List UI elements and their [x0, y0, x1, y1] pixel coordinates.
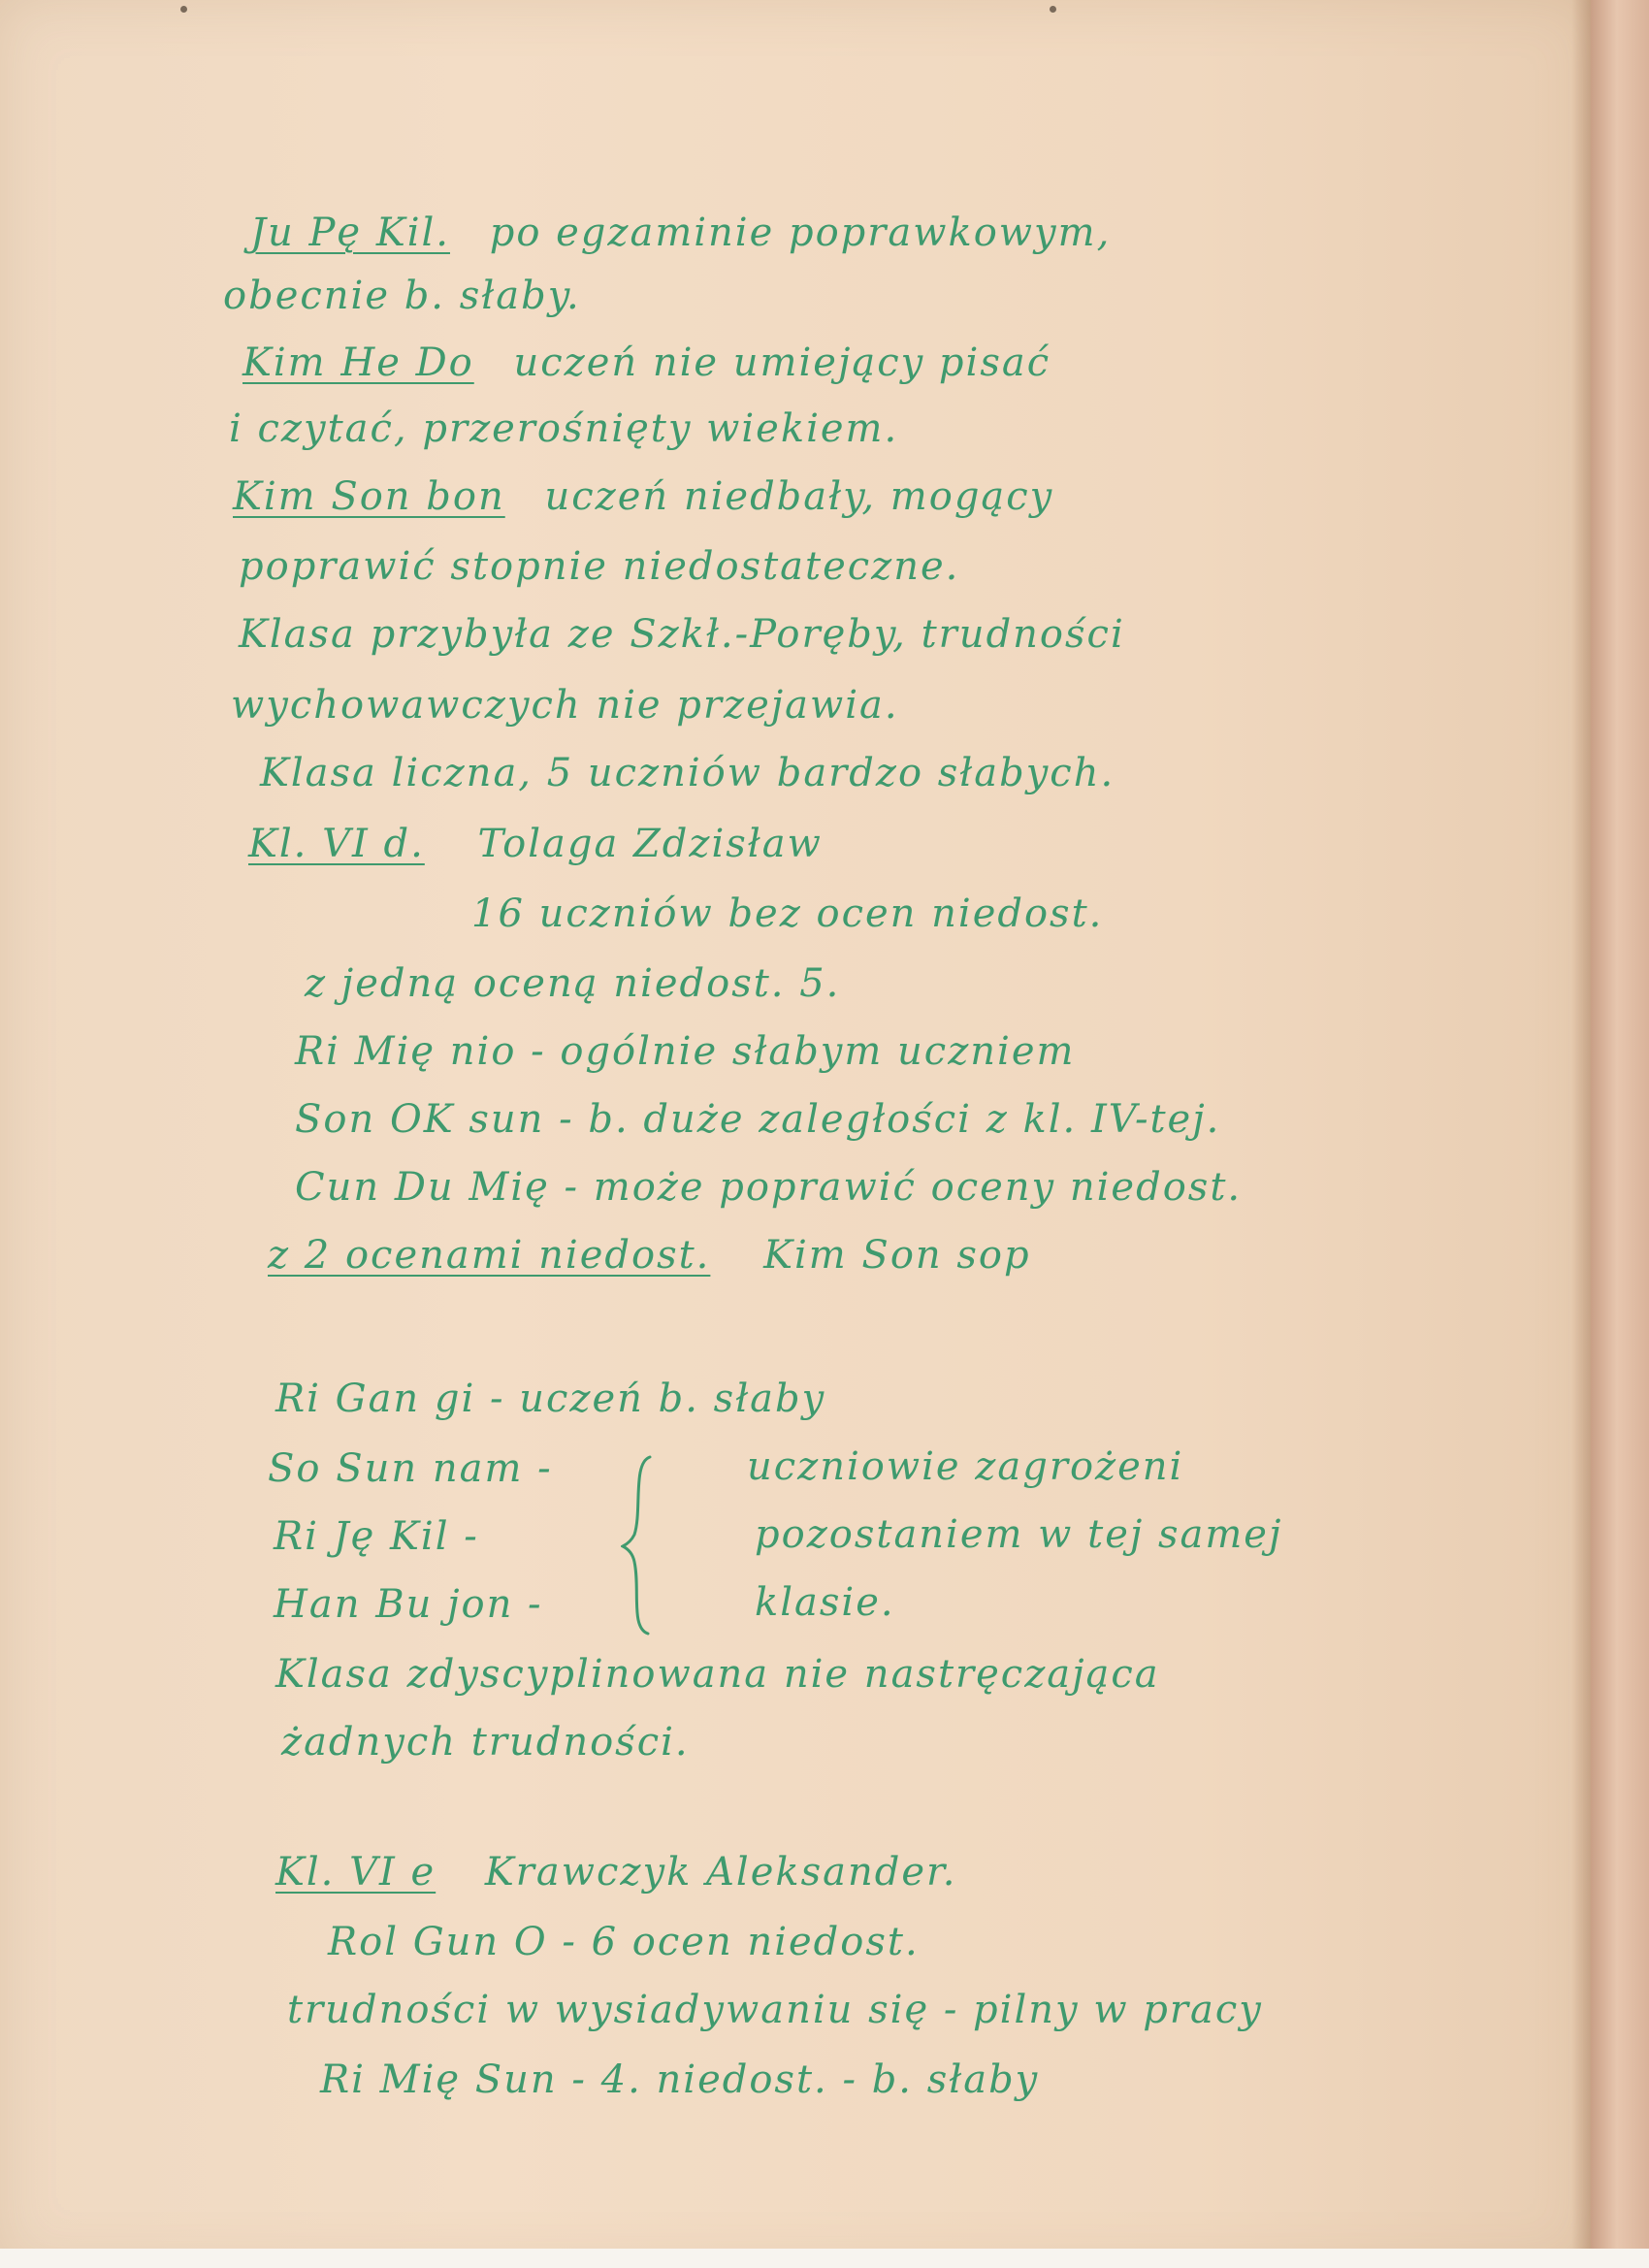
ink-dot: [1050, 6, 1056, 13]
brace-comment-2: [755, 1513, 1282, 1556]
note-text: po egzaminie poprawkowym,: [489, 211, 1112, 255]
student-name: So Sun nam -: [268, 1446, 553, 1491]
note-text: żadnych trudności.: [281, 1720, 690, 1765]
note-line-17: [275, 1377, 825, 1420]
note-text: Ri Gan gi - uczeń b. słaby: [275, 1377, 826, 1421]
note-line-9: [260, 752, 1115, 794]
brace-name-2: [274, 1515, 479, 1558]
brace-name-1: [268, 1447, 553, 1490]
note-line-22: [287, 1989, 1263, 2031]
note-text: Klasa przybyła ze Szkł.-Poręby, trudności: [239, 612, 1125, 657]
student-name: Ju Pę Kil.: [250, 211, 450, 255]
note-line-19: [281, 1721, 690, 1764]
note-line-6: [239, 545, 959, 588]
note-text: uczniowie zagrożeni: [747, 1444, 1184, 1489]
student-name: Kim Son bon: [233, 474, 505, 519]
note-line-5: [233, 475, 1053, 518]
class-header-vie: [275, 1851, 956, 1894]
brace-name-3: [274, 1583, 543, 1626]
brace-comment-1: [747, 1445, 1183, 1488]
note-text: uczeń nie umiejący pisać: [513, 340, 1051, 385]
note-line-18: [275, 1653, 1160, 1696]
note-text: poprawić stopnie niedostateczne.: [239, 544, 960, 589]
note-text: wychowawczych nie przejawia.: [231, 683, 899, 728]
note-line-21: [328, 1921, 920, 1963]
note-text: Klasa liczna, 5 uczniów bardzo słabych.: [260, 751, 1116, 795]
note-text: Ri Mię Sun - 4. niedost. - b. słaby: [320, 2057, 1040, 2102]
note-text: Klasa zdyscyplinowana nie nastręczająca: [275, 1652, 1160, 1697]
note-text: Cun Du Mię - może poprawić oceny niedost.: [295, 1165, 1243, 1210]
note-line-12: [305, 962, 840, 1005]
note-text: klasie.: [755, 1580, 895, 1625]
note-line-16: [268, 1234, 1031, 1277]
note-text: uczeń niedbały, mogący: [544, 474, 1054, 519]
note-text: z jedną oceną niedost. 5.: [305, 961, 841, 1006]
teacher-name: Krawczyk Aleksander.: [484, 1850, 957, 1895]
note-text: i czytać, przerośnięty wiekiem.: [229, 406, 899, 451]
ink-dot: [180, 6, 187, 13]
class-label: Kl. VI d.: [248, 822, 425, 866]
student-name: Han Bu jon -: [274, 1582, 543, 1627]
page-spine-shadow: [1571, 0, 1593, 2268]
note-line-1: [250, 211, 1111, 254]
note-line-14: [295, 1098, 1220, 1141]
note-line-11: [471, 892, 1103, 935]
note-line-2: [223, 275, 581, 317]
brace-comment-3: [755, 1581, 895, 1624]
note-text: obecnie b. słaby.: [223, 274, 581, 318]
note-line-4: [229, 407, 898, 450]
note-line-8: [231, 684, 899, 727]
teacher-name: Tolaga Zdzisław: [477, 822, 823, 866]
grade-label: z 2 ocenami niedost.: [268, 1233, 711, 1278]
student-name: Kim Son sop: [763, 1233, 1031, 1278]
note-text: trudności w wysiadywaniu się - pilny w pracy: [287, 1988, 1263, 2032]
note-line-15: [295, 1166, 1242, 1209]
note-line-23: [320, 2058, 1039, 2101]
note-text: Rol Gun O - 6 ocen niedost.: [328, 1920, 920, 1964]
class-header-vid: [248, 823, 823, 865]
note-line-3: [242, 341, 1051, 384]
note-text: Son OK sun - b. duże zaległości z kl. IV-tej.: [295, 1097, 1221, 1142]
note-line-7: [239, 613, 1125, 656]
note-line-13: [295, 1030, 1075, 1073]
student-name: Ri Ję Kil -: [274, 1514, 479, 1559]
curly-brace: [621, 1453, 663, 1637]
class-label: Kl. VI e: [275, 1850, 436, 1895]
student-name: Kim He Do: [242, 340, 474, 385]
note-text: Ri Mię nio - ogólnie słabym uczniem: [295, 1029, 1076, 1074]
scan-margin: [0, 2249, 1649, 2268]
next-page-edge: [1591, 0, 1649, 2268]
note-text: pozostaniem w tej samej: [755, 1512, 1283, 1557]
note-text: 16 uczniów bez ocen niedost.: [471, 891, 1104, 936]
